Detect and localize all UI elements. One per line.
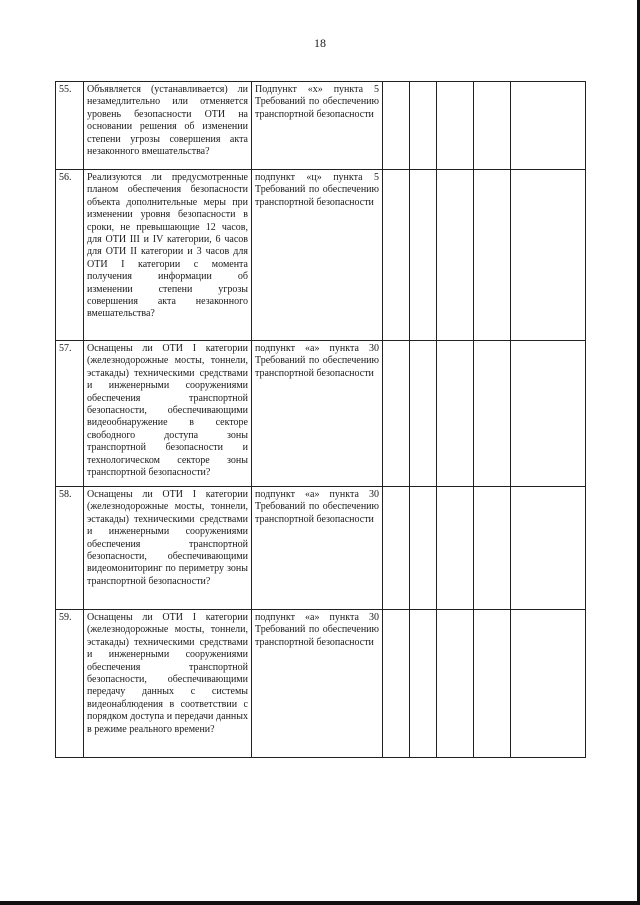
answer-cell-na[interactable] [437, 341, 474, 487]
answer-cell-yes[interactable] [383, 487, 410, 610]
row-number: 59. [56, 610, 84, 758]
checklist-table [55, 81, 586, 758]
question-cell: Реализуются ли предусмотренные планом обеспечения безопасности объекта дополнительные меры при изменении уровня безопасности в сроки, не превышающие 12 часов, для ОТИ III и IV категории, 6 часов для ОТИ II категории и 3 часов для ОТИ I категории с момента получения информации об изменении степени угрозы совершения акта незаконного вмешательства? [84, 170, 252, 341]
answer-cell-extra[interactable] [474, 610, 511, 758]
question-cell: Оснащены ли ОТИ I категории (железнодорожные мосты, тоннели, эстакады) техническими средствами и инженерными сооружениями обеспечения транспортной безопасности, обеспечивающими передачу данных с системы видеонаблюдения в соответствии с порядком доступа и передачи данных в режиме реального времени? [84, 610, 252, 758]
answer-cell-no[interactable] [410, 487, 437, 610]
answer-cell-extra[interactable] [474, 487, 511, 610]
notes-cell[interactable] [511, 487, 586, 610]
page-edge-bottom [0, 901, 640, 905]
table-row [56, 487, 586, 610]
notes-cell[interactable] [511, 170, 586, 341]
reference-cell: подпункт «а» пункта 30 Требований по обеспечению транспортной безопасности [252, 487, 383, 610]
reference-cell: подпункт «а» пункта 30 Требований по обеспечению транспортной безопасности [252, 341, 383, 487]
answer-cell-na[interactable] [437, 610, 474, 758]
answer-cell-na[interactable] [437, 82, 474, 170]
question-cell: Оснащены ли ОТИ I категории (железнодорожные мосты, тоннели, эстакады) техническими средствами и инженерными сооружениями обеспечения транспортной безопасности, обеспечивающими видеообнаружение в секторе свободного доступа зоны транспортной безопасности и технологическом секторе зоны транспортной безопасности? [84, 341, 252, 487]
reference-cell: подпункт «а» пункта 30 Требований по обеспечению транспортной безопасности [252, 610, 383, 758]
answer-cell-na[interactable] [437, 170, 474, 341]
answer-cell-yes[interactable] [383, 82, 410, 170]
notes-cell[interactable] [511, 341, 586, 487]
answer-cell-yes[interactable] [383, 341, 410, 487]
question-cell: Оснащены ли ОТИ I категории (железнодорожные мосты, тоннели, эстакады) техническими средствами и инженерными сооружениями обеспечения транспортной безопасности, обеспечивающими видеомониторинг по периметру зоны транспортной безопасности? [84, 487, 252, 610]
notes-cell[interactable] [511, 82, 586, 170]
answer-cell-no[interactable] [410, 170, 437, 341]
page-number: 18 [314, 36, 326, 50]
row-number: 57. [56, 341, 84, 487]
row-number: 58. [56, 487, 84, 610]
table-row [56, 170, 586, 341]
answer-cell-yes[interactable] [383, 610, 410, 758]
question-cell: Объявляется (устанавливается) ли незамедлительно или отменяется уровень безопасности ОТИ на основании решения об изменении степени угрозы совершения акта незаконного вмешательства? [84, 82, 252, 170]
table-row [56, 610, 586, 758]
table-row [56, 341, 586, 487]
reference-cell: подпункт «ц» пункта 5 Требований по обеспечению транспортной безопасности [252, 170, 383, 341]
answer-cell-yes[interactable] [383, 170, 410, 341]
answer-cell-extra[interactable] [474, 341, 511, 487]
answer-cell-extra[interactable] [474, 170, 511, 341]
table-row [56, 82, 586, 170]
notes-cell[interactable] [511, 610, 586, 758]
answer-cell-extra[interactable] [474, 82, 511, 170]
reference-cell: Подпункт «х» пункта 5 Требований по обеспечению транспортной безопасности [252, 82, 383, 170]
answer-cell-no[interactable] [410, 82, 437, 170]
row-number: 55. [56, 82, 84, 170]
answer-cell-na[interactable] [437, 487, 474, 610]
row-number: 56. [56, 170, 84, 341]
answer-cell-no[interactable] [410, 610, 437, 758]
answer-cell-no[interactable] [410, 341, 437, 487]
